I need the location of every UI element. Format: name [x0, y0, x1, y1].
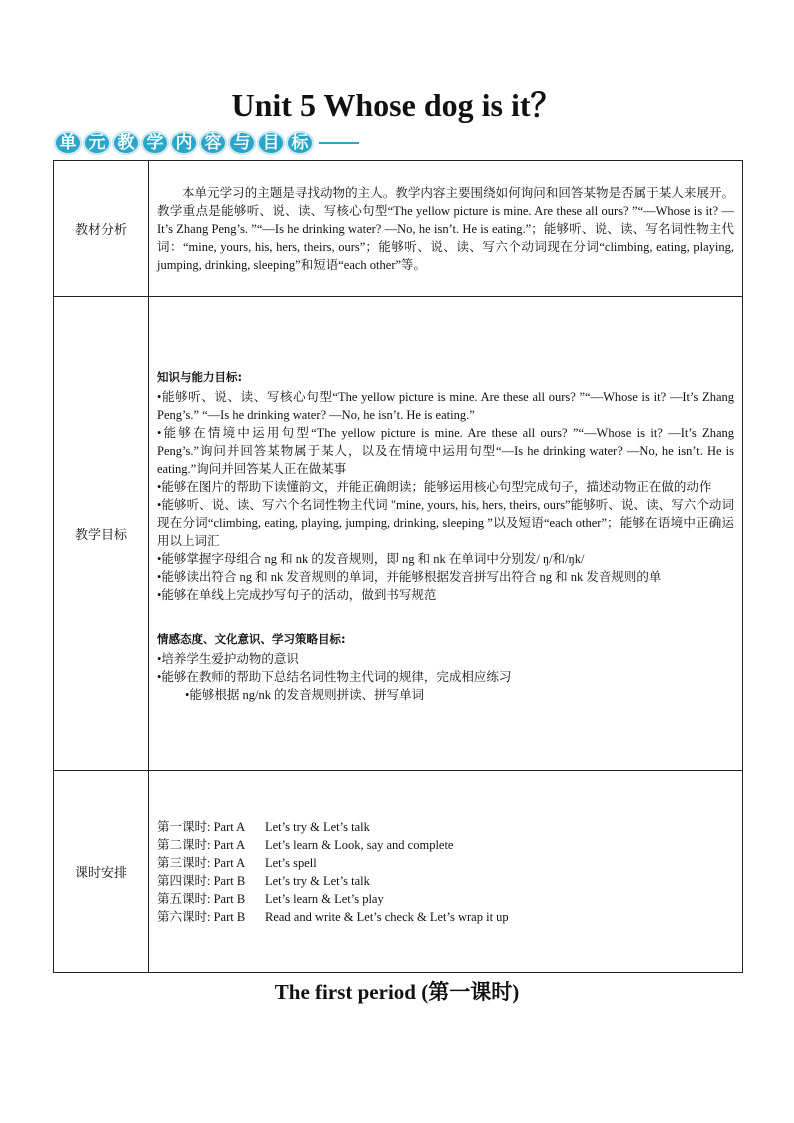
banner-char: 目: [257, 131, 285, 155]
analysis-label: 教材分析: [54, 161, 149, 297]
knowledge-item: •能够掌握字母组合 ng 和 nk 的发音规则，即 ng 和 nk 在单词中分别发/ ŋ/和/ŋk/: [157, 551, 585, 566]
goals-label: 教学目标: [54, 297, 149, 771]
banner-char: 与: [228, 131, 256, 155]
banner-char: 标: [286, 131, 314, 155]
knowledge-item: •能够在情境中运用句型“The yellow picture is mine. Are these all ours? ”“—Whose is it? —It’s Zhang Peng’s.”询问并回答某物属于某人，以及在情境中运用句型“—Is he drinking water? —No, he isn’t. He is eating.”询问并回答某人正在做某事: [157, 425, 734, 476]
period-number: 第四课时: Part B: [157, 873, 246, 888]
period-content: Let’s try & Let’s talk: [265, 873, 370, 888]
schedule-row: [54, 771, 743, 973]
period-content: Let’s try & Let’s talk: [265, 819, 370, 834]
knowledge-item: •能够在单线上完成抄写句子的活动，做到书写规范: [157, 587, 437, 602]
knowledge-heading: 知识与能力目标:: [157, 369, 243, 384]
period-content: Let’s learn & Look, say and complete: [265, 837, 454, 852]
analysis-content: [149, 161, 743, 297]
period-content: Let’s spell: [265, 855, 317, 870]
period-content: Read and write & Let’s check & Let’s wrap it up: [265, 909, 509, 924]
banner-char: 学: [141, 131, 169, 155]
banner-divider: [319, 142, 359, 144]
attitude-item: •能够在教师的帮助下总结名词性物主代词的规律，完成相应练习: [157, 669, 512, 684]
knowledge-item: •能够读出符合 ng 和 nk 发音规则的单词，并能够根据发音拼写出符合 ng 和 nk 发音规则的单: [157, 569, 662, 584]
attitude-heading: 情感态度、文化意识、学习策略目标:: [157, 631, 346, 646]
spacer: [157, 604, 734, 626]
period-number: 第三课时: Part A: [157, 855, 246, 870]
period-title: The first period (第一课时): [274, 980, 520, 1004]
period-item: [157, 854, 734, 872]
period-number: 第六课时: Part B: [157, 909, 246, 924]
goals-content: [149, 297, 743, 771]
period-number: 第二课时: Part A: [157, 837, 246, 852]
attitude-item: •能够根据 ng/nk 的发音规则拼读、拼写单词: [185, 687, 425, 702]
knowledge-item: •能够在图片的帮助下读懂韵文，并能正确朗读；能够运用核心句型完成句子，描述动物正在做的动作: [157, 479, 712, 494]
banner-char: 单: [54, 131, 82, 155]
period-item: [157, 908, 734, 926]
banner-char: 教: [112, 131, 140, 155]
period-number: 第五课时: Part B: [157, 891, 246, 906]
knowledge-item: •能够听、说、读、写六个名词性物主代词 "mine, yours, his, hers, theirs, ours”能够听、说、读、写六个动词现在分词“climbing, eating, playing, jumping, drinking, sleeping ”以及短语“each other”；能够在语境中正确运用以上词汇: [157, 497, 734, 548]
knowledge-item: •能够听、说、读、写核心句型“The yellow picture is mine. Are these all ours? ”“—Whose is it? —It’s Zhang Peng’s.” “—Is he drinking water? —No, he isn’t. He is eating.”: [157, 389, 734, 422]
goals-row: [54, 297, 743, 771]
attitude-item: •培养学生爱护动物的意识: [157, 651, 299, 666]
schedule-label: 课时安排: [54, 771, 149, 973]
period-content: Let’s learn & Let’s play: [265, 891, 384, 906]
banner-char: 内: [170, 131, 198, 155]
banner-char: 元: [83, 131, 111, 155]
analysis-text: 本单元学习的主题是寻找动物的主人。教学内容主要围绕如何询问和回答某物是否属于某人来展开。教学重点是能够听、说、读、写核心句型“The yellow picture is mine. Are these all ours? ”“—Whose is it? —It’s Zhang Peng’s. ”“—Is he drinking water? —No, he isn’t. He is eating.”；能够听、说、读、写名词性物主代词：“mine, yours, his, hers, theirs, ours”；能够听、说、读、写六个动词现在分词“climbing, eating, playing, jumping, drinking, sleeping”和短语“each other”等。: [157, 185, 734, 272]
schedule-content: [149, 771, 743, 973]
period-number: 第一课时: Part A: [157, 819, 246, 834]
banner-char: 容: [199, 131, 227, 155]
period-item: [157, 890, 734, 908]
period-item: [157, 836, 734, 854]
unit-plan-table: [53, 160, 743, 973]
section-banner: [54, 130, 359, 156]
page-title: Unit 5 Whose dog is it？: [231, 87, 563, 123]
period-item: [157, 872, 734, 890]
analysis-row: [54, 161, 743, 297]
period-item: [157, 818, 734, 836]
